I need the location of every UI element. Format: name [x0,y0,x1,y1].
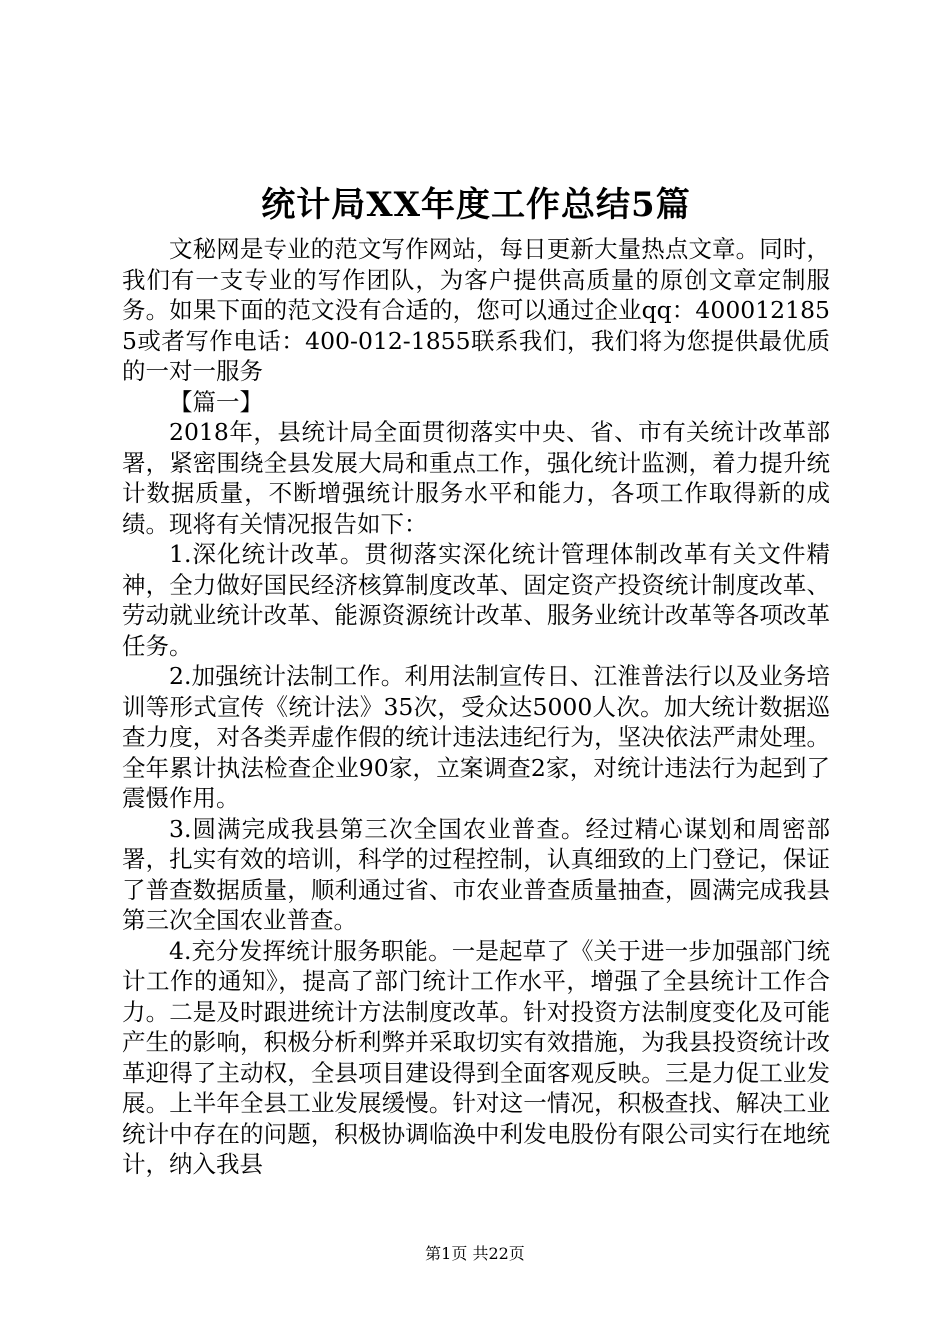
body-paragraph: 1.深化统计改革。贯彻落实深化统计管理体制改革有关文件精神，全力做好国民经济核算制度改革、固定资产投资统计制度改革、劳动就业统计改革、能源资源统计改革、服务业统计改革等各项改革任务。 [122,540,830,660]
body-paragraph: 4.充分发挥统计服务职能。一是起草了《关于进一步加强部门统计工作的通知》，提高了部门统计工作水平，增强了全县统计工作合力。二是及时跟进统计方法制度改革。针对投资方法制度变化及可能产生的影响，积极分析利弊并采取切实有效措施，为我县投资统计改革迎得了主动权，全县项目建设得到全面客观反映。三是力促工业发展。上半年全县工业发展缓慢。针对这一情况，积极查找、解决工业统计中存在的问题，积极协调临涣中利发电股份有限公司实行在地统计，纳入我县 [122,936,830,1178]
section-heading: 【篇一】 [169,387,263,416]
page-number-footer: 第1页 共22页 [425,1244,525,1263]
body-paragraph: 2.加强统计法制工作。利用法制宣传日、江淮普法行以及业务培训等形式宣传《统计法》35次，受众达5000人次。加大统计数据巡查力度，对各类弄虚作假的统计违法违纪行为，坚决依法严肃处理。全年累计执法检查企业90家，立案调查2家，对统计违法行为起到了震慑作用。 [122,662,830,812]
document-title: 统计局XX年度工作总结5篇 [261,185,691,225]
body-paragraph: 3.圆满完成我县第三次全国农业普查。经过精心谋划和周密部署，扎实有效的培训，科学的过程控制，认真细致的上门登记，保证了普查数据质量，顺利通过省、市农业普查质量抽查，圆满完成我县第三次全国农业普查。 [122,814,830,934]
document-page [122,180,830,1180]
body-paragraph: 2018年，县统计局全面贯彻落实中央、省、市有关统计改革部署，紧密围绕全县发展大局和重点工作，强化统计监测，着力提升统计数据质量，不断增强统计服务水平和能力，各项工作取得新的成绩。现将有关情况报告如下： [122,418,830,538]
intro-paragraph: 文秘网是专业的范文写作网站，每日更新大量热点文章。同时，我们有一支专业的写作团队，为客户提供高质量的原创文章定制服务。如果下面的范文没有合适的，您可以通过企业qq：4000121855或者写作电话：400-012-1855联系我们，我们将为您提供最优质的一对一服务 [122,235,830,385]
